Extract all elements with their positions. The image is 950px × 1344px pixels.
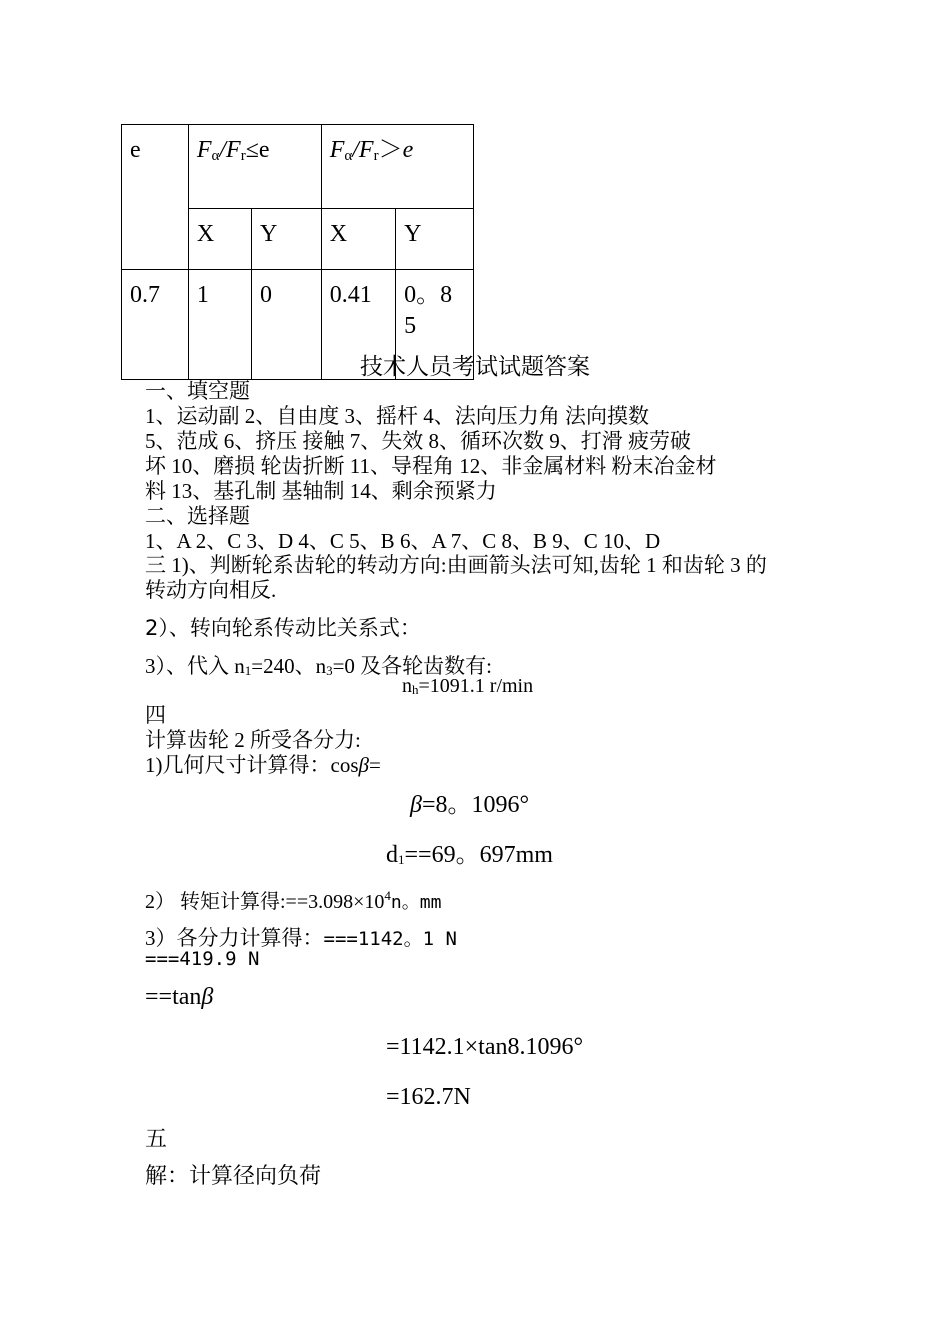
table-header-e: e — [122, 125, 189, 270]
section-4-item-1: 1)几何尺寸计算得：cosβ= — [145, 753, 381, 777]
section-3-item-3: 3）、代入 $n_1=240$、$n_3=0$ 及各轮齿数有: — [145, 654, 493, 678]
axial-force-calc: =1142.1×tan8.1096° — [386, 1034, 584, 1060]
section-3-item-2: 2）、转向轮系传动比关系式： — [145, 616, 421, 640]
forces-line: 3）各分力计算得：===1142。1 N — [145, 926, 457, 950]
table-header-ratio-gt: $F_\alpha/F_r>e$ — [321, 125, 473, 209]
torque-line: 2） 转矩计算得$:==3.098\times 10^4n$。mm — [145, 888, 442, 913]
beta-value: β=8。1096° — [410, 792, 530, 818]
nh-result: $n_h=1091.1$ r/min — [402, 675, 534, 697]
section-4-intro: 计算齿轮 2 所受各分力: — [145, 728, 361, 752]
radial-force-line: ===419.9 N — [145, 948, 260, 970]
load-coefficient-table — [121, 124, 474, 380]
table-cell: 1 — [188, 270, 251, 380]
section-1-heading: 一、填空题 — [145, 379, 250, 403]
table-subheader-x2: X — [321, 209, 395, 270]
section-3-line: 三 1)、判断轮系齿轮的转动方向:由画箭头法可知,齿轮 1 和齿轮 3 的 — [145, 553, 767, 577]
document-title: 技术人员考试试题答案 — [360, 354, 590, 379]
choice-answers: 1、A 2、C 3、D 4、C 5、B 6、A 7、C 8、B 9、C 10、D — [145, 529, 661, 553]
table-subheader-y1: Y — [252, 209, 322, 270]
fill-answer-line: 1、运动副 2、自由度 3、摇杆 4、法向压力角 法向摸数 — [145, 404, 649, 428]
d1-value: $d_1==69$。697mm — [386, 842, 553, 868]
table-cell: 0.41 — [321, 270, 395, 380]
section-3-line: 转动方向相反. — [145, 578, 277, 602]
section-2-heading: 二、选择题 — [145, 504, 250, 528]
table-subheader-y2: Y — [396, 209, 474, 270]
section-5-text: 解：计算径向负荷 — [145, 1163, 322, 1188]
section-4-heading: 四 — [145, 703, 166, 727]
axial-force-result: =162.7N — [386, 1084, 471, 1110]
axial-force-formula: ==tanβ — [145, 984, 214, 1010]
table-cell: 0 — [252, 270, 322, 380]
section-5-heading: 五 — [145, 1126, 168, 1151]
fill-answer-line: 料 13、基孔制 基轴制 14、剩余预紧力 — [145, 479, 497, 503]
fill-answer-line: 坏 10、磨损 轮齿折断 11、导程角 12、非金属材料 粉末冶金材 — [145, 454, 717, 478]
table-header-ratio-le: $F_\alpha/F_r\le e$ — [188, 125, 321, 209]
table-cell: 0。8 5 — [396, 270, 474, 380]
table-subheader-x1: X — [188, 209, 251, 270]
fill-answer-line: 5、范成 6、挤压 接触 7、失效 8、循环次数 9、打滑 疲劳破 — [145, 429, 691, 453]
table-cell: 0.7 — [122, 270, 189, 380]
